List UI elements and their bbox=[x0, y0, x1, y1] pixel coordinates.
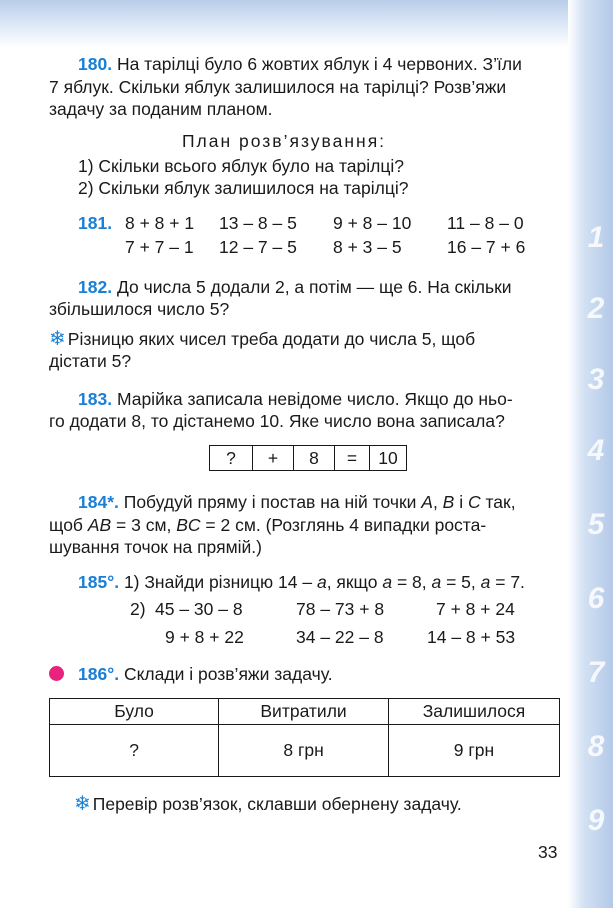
task-183-number: 183. bbox=[78, 389, 113, 409]
task-184-line: щоб AB = 3 см, BC = 2 см. (Розглянь 4 випадки роста- bbox=[49, 515, 487, 535]
task-182-extra: дістати 5? bbox=[49, 351, 132, 371]
task-184-line: шування точок на прямій.) bbox=[49, 537, 262, 557]
task-182-line: збільшилося число 5? bbox=[49, 299, 230, 319]
expression: 9 + 8 – 10 bbox=[333, 213, 412, 233]
expression: 8 + 8 + 1 bbox=[125, 213, 195, 233]
row-label: 2) bbox=[130, 599, 146, 619]
equation-cell: ? bbox=[210, 446, 253, 471]
task-185-number: 185°. bbox=[78, 572, 120, 592]
expression: 7 + 8 + 24 bbox=[436, 599, 515, 619]
expression: 11 – 8 – 0 bbox=[447, 213, 524, 233]
plan-title: План розв’язування: bbox=[181, 131, 387, 151]
side-number: 8 bbox=[587, 730, 605, 763]
expression: 8 + 3 – 5 bbox=[333, 237, 402, 257]
side-number: 5 bbox=[587, 508, 605, 541]
side-number: 6 bbox=[587, 582, 605, 615]
side-number: 2 bbox=[587, 292, 605, 325]
equation-cell: 8 bbox=[294, 446, 335, 471]
top-gradient-band bbox=[0, 0, 613, 48]
task-180-line: 7 яблук. Скільки яблук залишилося на тарілці? Розв’яжи bbox=[49, 77, 507, 97]
side-number: 4 bbox=[587, 434, 605, 467]
snowflake-icon: ❄ bbox=[74, 793, 91, 815]
task-183-line: 183. Марійка записала невідоме число. Якщо до ньо- bbox=[78, 389, 513, 409]
table-header: Залишилося bbox=[388, 699, 559, 725]
task-185-line: 185°. 1) Знайди різницю 14 – a, якщо a = 8, a = 5, a = 7. bbox=[78, 572, 525, 592]
equation-table bbox=[209, 445, 407, 471]
snowflake-icon: ❄ bbox=[49, 328, 66, 350]
page-number: 33 bbox=[538, 842, 558, 862]
equation-cell: 10 bbox=[370, 446, 407, 471]
plan-step: 1) Скільки всього яблук було на тарілці? bbox=[78, 156, 405, 176]
task-180-number: 180. bbox=[78, 54, 113, 74]
expression: 12 – 7 – 5 bbox=[219, 237, 297, 257]
task-184-number: 184*. bbox=[78, 492, 119, 512]
expression: 45 – 30 – 8 bbox=[155, 599, 243, 619]
task-186-line: 186°. Склади і розв’яжи задачу. bbox=[78, 664, 333, 684]
task-180-line: задачу за поданим планом. bbox=[49, 99, 273, 119]
expression: 14 – 8 + 53 bbox=[427, 627, 516, 647]
expression: 16 – 7 + 6 bbox=[447, 237, 526, 257]
table-cell: 9 грн bbox=[388, 725, 559, 777]
task-180-text: На тарілці було 6 жовтих яблук і 4 червоних. З’їли bbox=[116, 54, 522, 74]
table-cell: ? bbox=[50, 725, 219, 777]
expression: 7 + 7 – 1 bbox=[125, 237, 194, 257]
equation-cell: = bbox=[335, 446, 370, 471]
task-186-extra: ❄ Перевір розв’язок, склавши обернену задачу. bbox=[74, 793, 462, 815]
pink-bullet-icon bbox=[49, 666, 64, 681]
equation-cell: + bbox=[253, 446, 294, 471]
task-182-line: 182. До числа 5 додали 2, а потім — ще 6. На скільки bbox=[78, 277, 512, 297]
plan-step: 2) Скільки яблук залишилося на тарілці? bbox=[78, 178, 409, 198]
expression: 78 – 73 + 8 bbox=[296, 599, 385, 619]
task-181-number: 181. bbox=[78, 213, 113, 233]
money-table bbox=[49, 698, 560, 777]
side-number: 9 bbox=[587, 804, 605, 837]
task-182-extra: ❄ Різницю яких чисел треба додати до числа 5, щоб bbox=[49, 328, 476, 350]
table-cell: 8 грн bbox=[219, 725, 389, 777]
task-183-line: го додати 8, то дістанемо 10. Яке число вона записала? bbox=[49, 411, 505, 431]
task-184-line: 184*. Побудуй пряму і постав на ній точки A, B і C так, bbox=[78, 492, 516, 512]
expression: 9 + 8 + 22 bbox=[165, 627, 244, 647]
side-number: 7 bbox=[587, 656, 605, 689]
table-header: Витратили bbox=[219, 699, 389, 725]
task-182-number: 182. bbox=[78, 277, 113, 297]
table-header: Було bbox=[50, 699, 219, 725]
expression: 34 – 22 – 8 bbox=[296, 627, 384, 647]
expression: 13 – 8 – 5 bbox=[219, 213, 297, 233]
task-186-number: 186°. bbox=[78, 664, 120, 684]
side-number: 3 bbox=[587, 363, 605, 396]
side-number: 1 bbox=[587, 221, 605, 254]
task-180-line bbox=[78, 53, 522, 75]
